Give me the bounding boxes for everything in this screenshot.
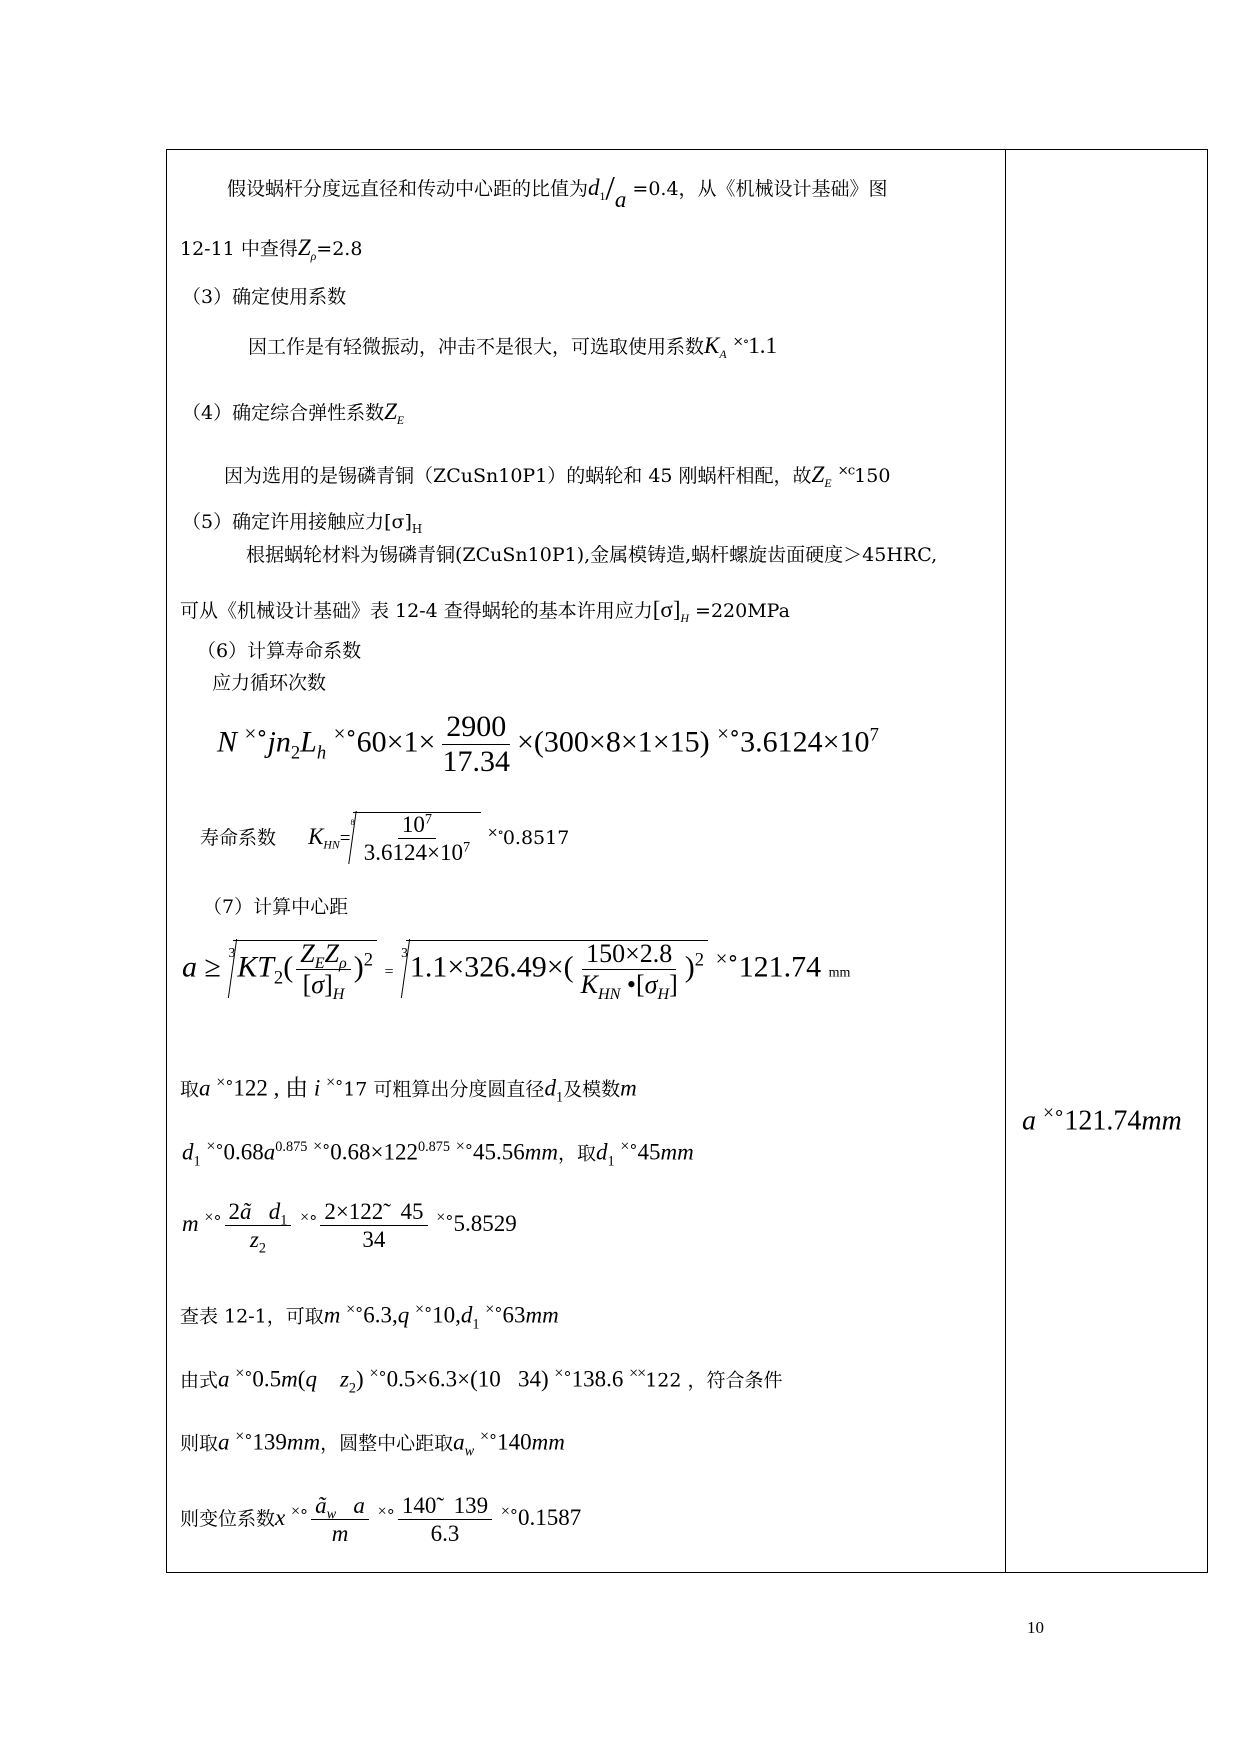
line-take-a: 取a ×∘122 , 由 i ×∘17 可粗算出分度圆直径$d_1$及模数m <box>180 1074 637 1106</box>
line-shift-coefficient: 则变位系数x ×∘ $\frac{ã_w a}{m}$ ×∘ $\frac{140̃ 139}{6.3}$ ×∘0.1587 <box>180 1493 582 1546</box>
line-zp-value: 12-11 中查得$Z_\rho=2.8$ <box>180 235 363 263</box>
line-final-center-distance: 则取a ×∘139mm，圆整中心距取$a_w$ ×∘140mm <box>180 1428 565 1460</box>
formula-center-distance: $a \ge ^3KT_2$( $\frac{Z_EZ_\rho}{[\sigma]_H}$ )$^2$ = $^3$1.1×326.49×( $\frac{150\times 2.8}{K_{HN} •[\sigma_H]}$ )$^2$ ×∘121.74 mm <box>182 939 851 1004</box>
line-ka-value: 因工作是有轻微振动，冲击不是很大，可选取使用系数$K_A$ ×∘1.1 <box>248 333 778 361</box>
line-ze-value: 因为选用的是锡磷青铜（ZCuSn10P1）的蜗轮和 45 刚蜗杆相配，故$Z_E$ $^{\times c}$150 <box>224 462 891 490</box>
page-number: 10 <box>1027 1618 1044 1637</box>
line-d1-calc: $d_1$ $^{\times\circ}0.68a^{0.875}$ $^{\times\circ}0.68\times 122^{0.875}$ ×∘45.56mm，取$d_1$ ×∘45mm <box>182 1138 694 1170</box>
line-basic-allowable-stress: 可从《机械设计基础》表 12-4 查得蜗轮的基本许用应力$[\sigma]_H =220MPa$ <box>180 597 790 625</box>
heading-life-factor: （6）计算寿命系数 <box>197 640 362 662</box>
formula-life-factor: 寿命系数 $K_{HN}=^8$ $\frac{10^7}{3.6124\times 10^7}$ ×∘0.8517 <box>200 811 570 865</box>
line-material-description: 根据蜗轮材料为锡磷青铜(ZCuSn10P1),金属模铸造,蜗杆螺旋齿面硬度＞45HRC, <box>246 544 938 566</box>
heading-usage-factor: （3）确定使用系数 <box>182 286 347 308</box>
heading-allowable-stress: （5）确定许用接触应力$[\sigma]_H$ <box>182 511 423 536</box>
column-divider <box>1005 149 1006 1573</box>
line-stress-cycles-label: 应力循环次数 <box>212 672 327 694</box>
heading-elasticity-factor: （4）确定综合弹性系数$Z_E$ <box>182 399 405 427</box>
line-module-calc: m ×∘ $\frac{2ã d_1}{z_2}$ ×∘ $\frac{2\times 122̃ 45}{34}$ ×∘5.8529 <box>182 1199 517 1257</box>
line-center-distance-check: 由式a ×∘0.5m(q $z_2$) ×∘0.5×6.3×(10 34) ×∘138.6 ××122 ，符合条件 <box>180 1365 783 1397</box>
heading-center-distance: （7）计算中心距 <box>203 896 349 918</box>
result-center-distance: a ×∘121.74mm <box>1022 1103 1182 1137</box>
line-table-lookup: 查表 12-1，可取m ×∘6.3,q $^{\times\circ}10,d_1$ ×∘63mm <box>180 1301 559 1333</box>
formula-stress-cycles: N $^{\times\circ}jn_2L_h$ ×∘60×1× $\frac{2900}{17.34}$ ×(300×8×1×15) $^{\times\circ}3.6124\times 10^7$ <box>217 710 879 778</box>
line-ratio-assumption: 假设蜗杆分度远直径和传动中心距的比值为$d_1/a =0.4$，从《机械设计基础》图 <box>227 170 888 212</box>
